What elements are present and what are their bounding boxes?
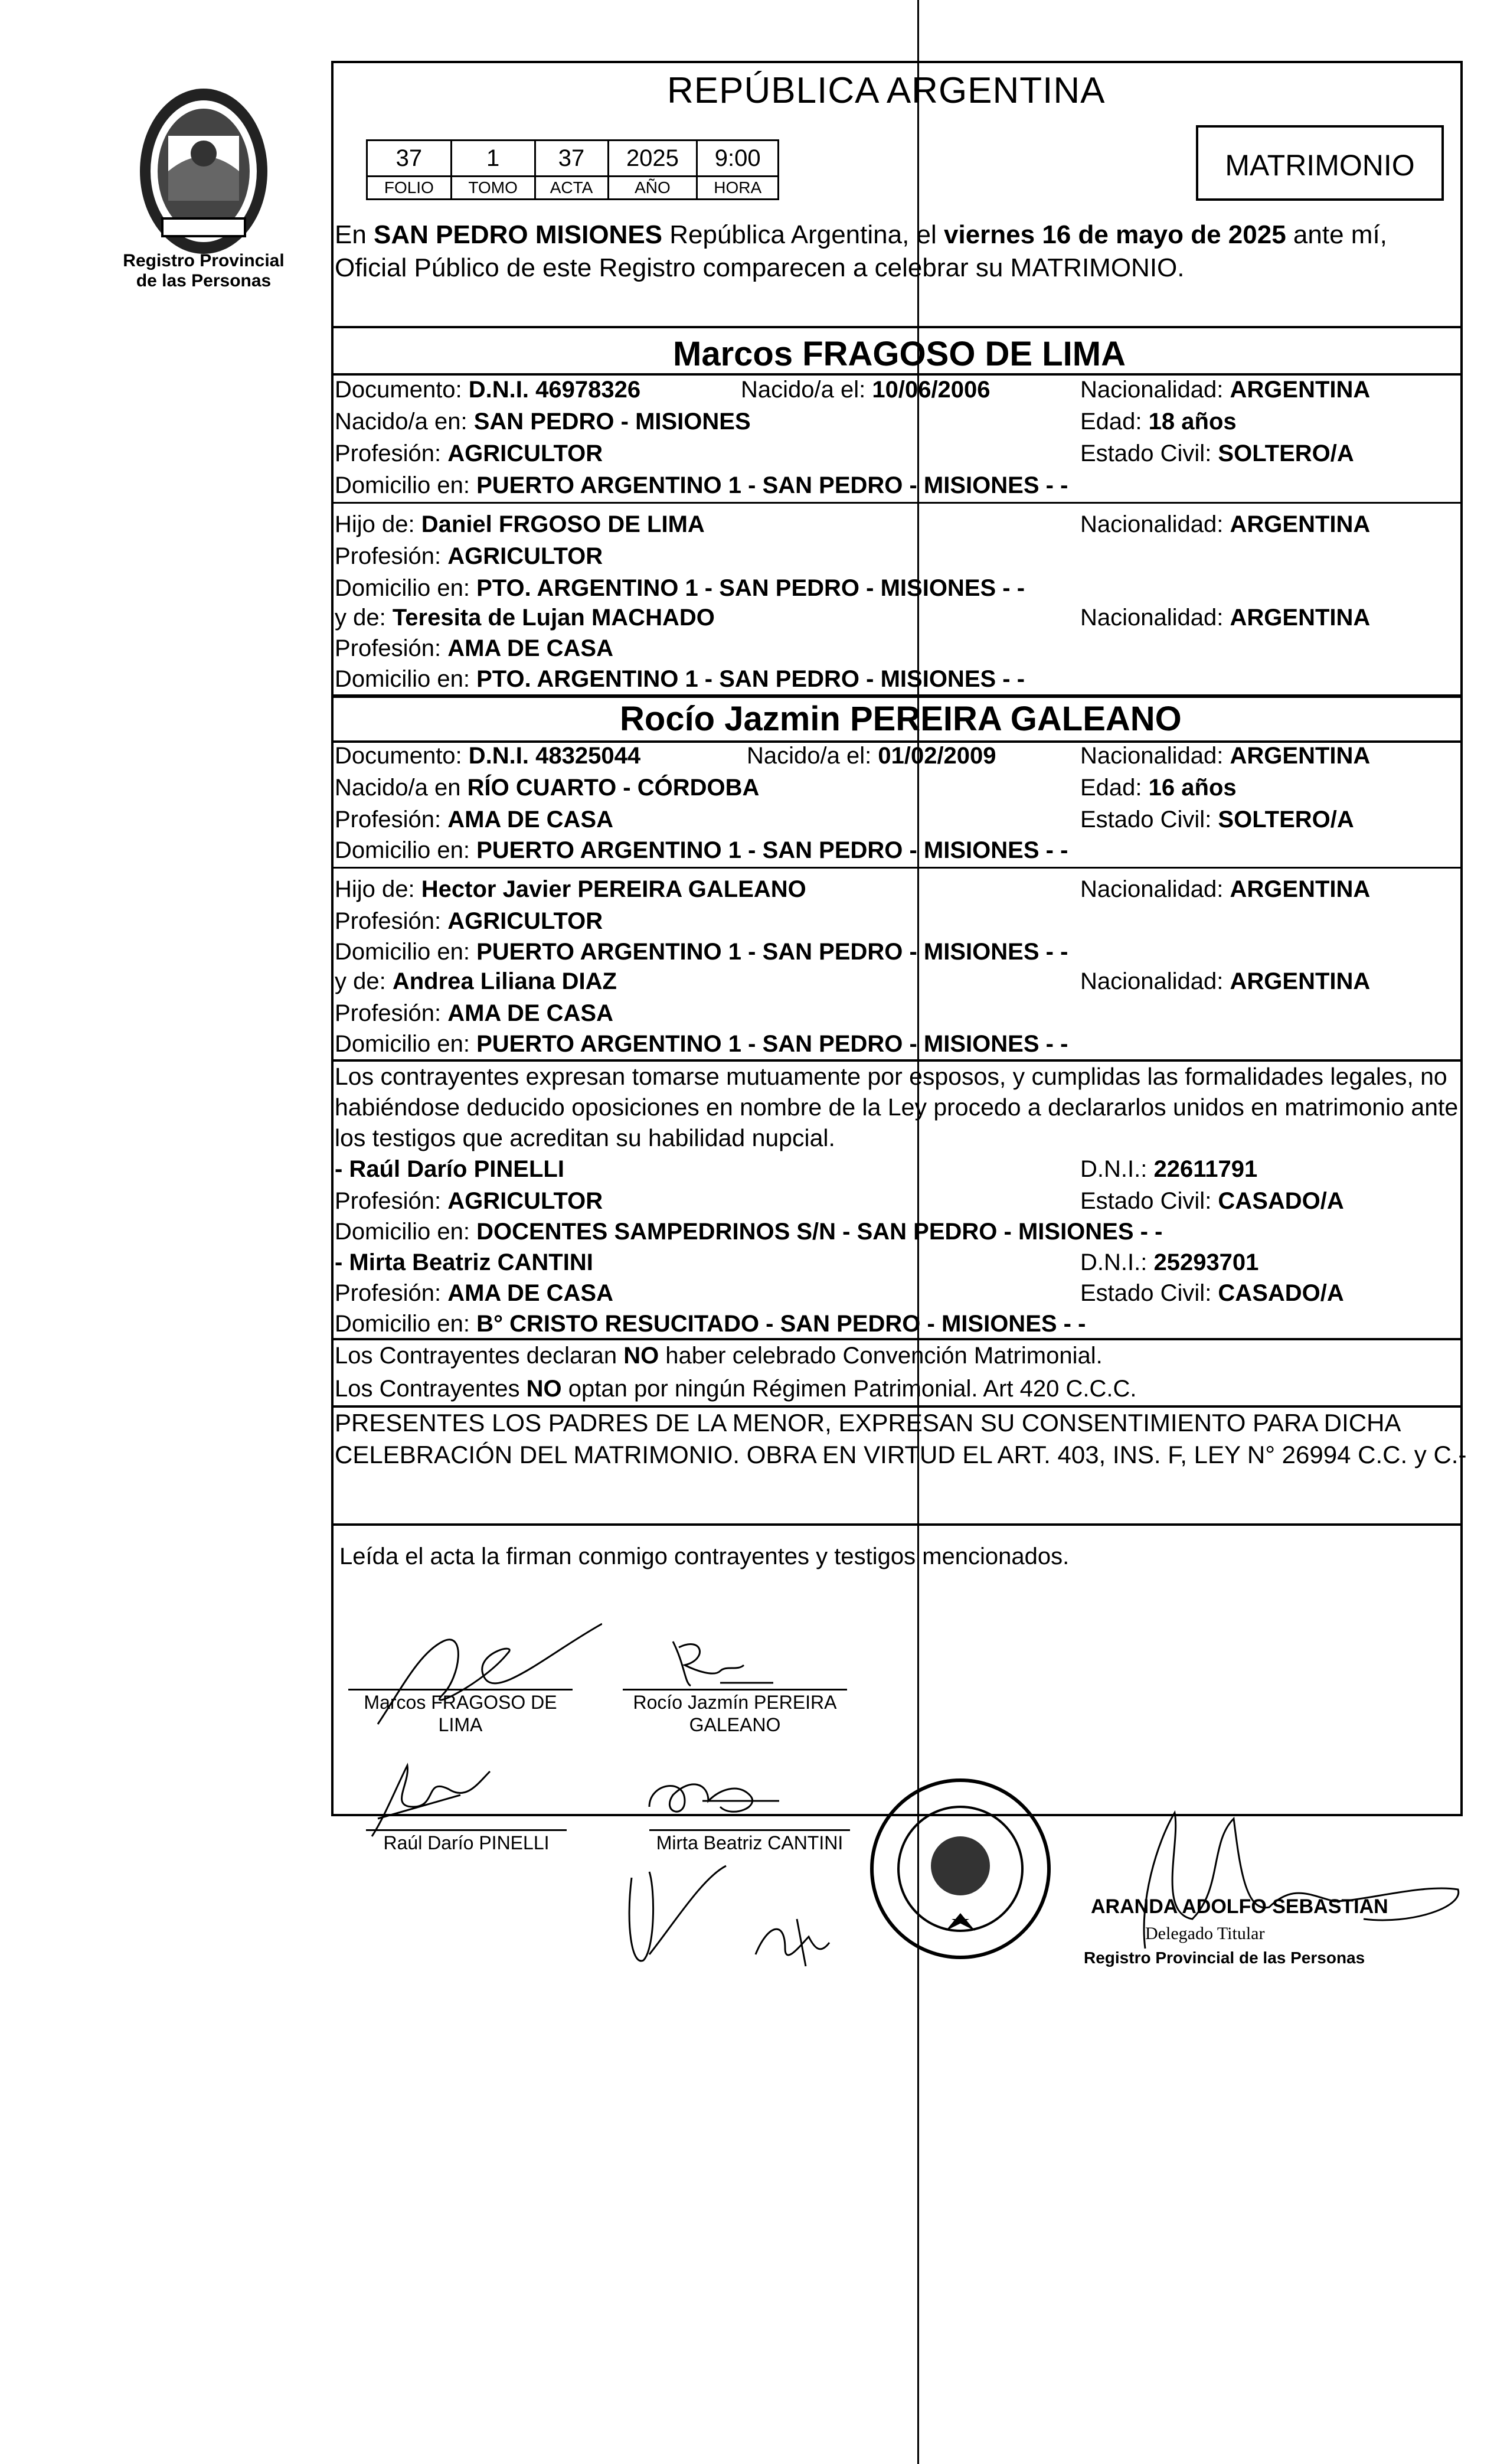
logo-caption-line2: de las Personas [136, 271, 272, 291]
signature-line [623, 1689, 847, 1690]
notes-line-2: CELEBRACIÓN DEL MATRIMONIO. OBRA EN VIRTUD EL ART. 403, INS. F, LEY N° 26994 C.C. y C.- [335, 1441, 1467, 1468]
bride-father: Hijo de: Hector Javier PEREIRA GALEANO [335, 876, 806, 902]
witness1-prof: Profesión: AGRICULTOR [335, 1188, 603, 1214]
bride-mother-prof: Profesión: AMA DE CASA [335, 1000, 613, 1026]
witness2-signature-label: Mirta Beatriz CANTINI [656, 1832, 844, 1853]
hour-label: HORA [697, 177, 779, 200]
groom-birthplace: Nacido/a en: SAN PEDRO - MISIONES [335, 409, 751, 435]
page-title: REPÚBLICA ARGENTINA [667, 70, 1106, 111]
bride-father-prof: Profesión: AGRICULTOR [335, 908, 603, 934]
bride-father-addr: Domicilio en: PUERTO ARGENTINO 1 - SAN PEDRO - MISIONES - - [335, 939, 1068, 965]
acta-value: 37 [535, 141, 608, 177]
year-label: AÑO [608, 177, 697, 200]
bride-addr: Domicilio en: PUERTO ARGENTINO 1 - SAN PEDRO - MISIONES - - [335, 837, 1068, 863]
bride-doc: Documento: D.N.I. 48325044 [335, 743, 641, 769]
official-role: Delegado Titular [1145, 1924, 1265, 1943]
groom-father-addr: Domicilio en: PTO. ARGENTINO 1 - SAN PEDRO - MISIONES - - [335, 575, 1025, 601]
declaration-line-2: habiéndose deducido oposiciones en nombre de la Ley procedo a declararlos unidos en matrimonio ante [335, 1094, 1459, 1121]
official-seal-icon [863, 1771, 1058, 1966]
scan-artifact-line [917, 0, 919, 2464]
witness2-addr: Domicilio en: B° CRISTO RESUCITADO - SAN PEDRO - MISIONES - - [335, 1311, 1086, 1337]
convention-line-1: Los Contrayentes declaran NO haber celebrado Convención Matrimonial. [335, 1343, 1103, 1369]
divider [331, 1405, 1463, 1408]
groom-age: Edad: 18 años [1080, 409, 1237, 435]
intro-line-1: En SAN PEDRO MISIONES República Argentina, el viernes 16 de mayo de 2025 ante mí, [335, 220, 1387, 249]
bride-mother-nat: Nacionalidad: ARGENTINA [1080, 968, 1371, 994]
notes-line-1: PRESENTES LOS PADRES DE LA MENOR, EXPRESAN SU CONSENTIMIENTO PARA DICHA [335, 1409, 1401, 1437]
witness1-civil: Estado Civil: CASADO/A [1080, 1188, 1344, 1214]
bride-born: Nacido/a el: 01/02/2009 [747, 743, 996, 769]
witness2-civil: Estado Civil: CASADO/A [1080, 1280, 1344, 1306]
declaration-line-1: Los contrayentes expresan tomarse mutuamente por esposos, y cumplidas las formalidades legales, no [335, 1063, 1447, 1090]
signature-line [348, 1689, 573, 1690]
witness2-name: - Mirta Beatriz CANTINI [335, 1249, 593, 1275]
tomo-label: TOMO [451, 177, 535, 200]
divider [331, 1059, 1463, 1062]
closing-text: Leída el acta la firman conmigo contrayentes y testigos mencionados. [339, 1543, 1070, 1569]
act-type-box: MATRIMONIO [1196, 125, 1444, 201]
bride-civil: Estado Civil: SOLTERO/A [1080, 807, 1354, 833]
signature-line [649, 1829, 850, 1831]
groom-civil: Estado Civil: SOLTERO/A [1080, 440, 1354, 466]
divider [331, 502, 1463, 504]
groom-born: Nacido/a el: 10/06/2006 [741, 377, 990, 403]
divider [331, 867, 1463, 869]
groom-father-prof: Profesión: AGRICULTOR [335, 543, 603, 569]
official-name: ARANDA ADOLFO SEBASTIAN [1091, 1895, 1388, 1918]
folio-label: FOLIO [367, 177, 452, 200]
declaration-line-3: los testigos que acreditan su habilidad nupcial. [335, 1124, 835, 1151]
divider [331, 1338, 1463, 1340]
bride-birthplace: Nacido/a en RÍO CUARTO - CÓRDOBA [335, 775, 760, 801]
witness1-signature-label: Raúl Darío PINELLI [383, 1832, 550, 1853]
year-value: 2025 [608, 141, 697, 177]
groom-mother-nat: Nacionalidad: ARGENTINA [1080, 605, 1371, 631]
extra-signature-1 [614, 1854, 732, 1978]
acta-label: ACTA [535, 177, 608, 200]
witness2-signature [638, 1765, 791, 1830]
groom-mother-addr: Domicilio en: PTO. ARGENTINO 1 - SAN PEDRO - MISIONES - - [335, 666, 1025, 692]
witness2-dni: D.N.I.: 25293701 [1080, 1249, 1259, 1275]
logo-caption-line1: Registro Provincial [123, 251, 285, 270]
bride-signature [661, 1630, 779, 1695]
groom-signature-label: Marcos FRAGOSO DE LIMA [364, 1692, 557, 1735]
intro-line-2: Oficial Público de este Registro comparecen a celebrar su MATRIMONIO. [335, 253, 1185, 282]
groom-mother-prof: Profesión: AMA DE CASA [335, 635, 613, 661]
witness1-name: - Raúl Darío PINELLI [335, 1156, 564, 1182]
folio-value: 37 [367, 141, 452, 177]
bride-prof: Profesión: AMA DE CASA [335, 807, 613, 833]
witness1-addr: Domicilio en: DOCENTES SAMPEDRINOS S/N - SAN PEDRO - MISIONES - - [335, 1219, 1163, 1245]
groom-father: Hijo de: Daniel FRGOSO DE LIMA [335, 511, 705, 537]
convention-line-2: Los Contrayentes NO optan por ningún Régimen Patrimonial. Art 420 C.C.C. [335, 1376, 1137, 1402]
divider [331, 373, 1463, 376]
bride-mother-addr: Domicilio en: PUERTO ARGENTINO 1 - SAN PEDRO - MISIONES - - [335, 1031, 1068, 1057]
bride-nat: Nacionalidad: ARGENTINA [1080, 743, 1371, 769]
groom-name: Marcos FRAGOSO DE LIMA [673, 335, 1126, 373]
bride-name: Rocío Jazmin PEREIRA GALEANO [620, 700, 1182, 738]
witness1-dni: D.N.I.: 22611791 [1080, 1156, 1258, 1182]
groom-father-nat: Nacionalidad: ARGENTINA [1080, 511, 1371, 537]
divider [331, 326, 1463, 328]
divider [331, 1523, 1463, 1526]
bride-mother: y de: Andrea Liliana DIAZ [335, 968, 617, 994]
groom-doc: Documento: D.N.I. 46978326 [335, 377, 641, 403]
bride-signature-label: Rocío Jazmín PEREIRA GALEANO [633, 1692, 837, 1735]
tomo-value: 1 [451, 141, 535, 177]
misiones-shield-icon [127, 83, 280, 260]
groom-nat: Nacionalidad: ARGENTINA [1080, 377, 1371, 403]
divider [331, 694, 1463, 698]
groom-addr: Domicilio en: PUERTO ARGENTINO 1 - SAN PEDRO - MISIONES - - [335, 472, 1068, 498]
record-table [366, 139, 779, 200]
bride-age: Edad: 16 años [1080, 775, 1237, 801]
official-office: Registro Provincial de las Personas [1084, 1949, 1365, 1967]
signature-line [366, 1829, 567, 1831]
logo-caption [115, 251, 292, 291]
groom-mother: y de: Teresita de Lujan MACHADO [335, 605, 715, 631]
extra-signature-2 [750, 1907, 832, 1972]
groom-prof: Profesión: AGRICULTOR [335, 440, 603, 466]
witness2-prof: Profesión: AMA DE CASA [335, 1280, 613, 1306]
province-logo [127, 83, 280, 260]
bride-father-nat: Nacionalidad: ARGENTINA [1080, 876, 1371, 902]
hour-value: 9:00 [697, 141, 779, 177]
